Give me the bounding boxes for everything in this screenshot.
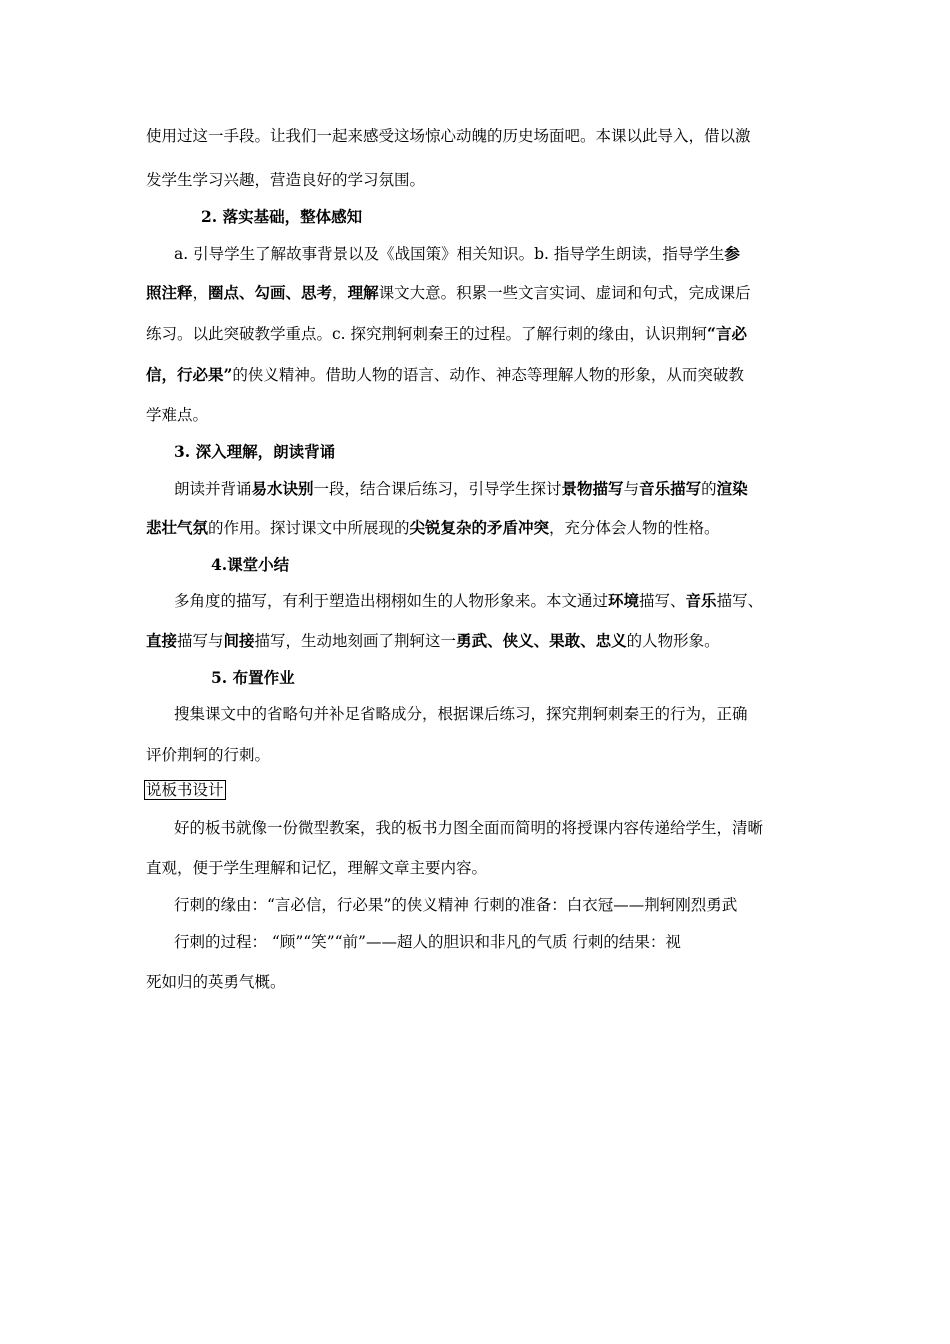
section-4-heading: 4.课堂小结 [211, 555, 290, 574]
section-3-heading: 3. 深入理解，朗读背诵 [174, 442, 336, 461]
section-3-line-2: 悲壮气氛的作用。探讨课文中所展现的尖锐复杂的矛盾冲突，充分体会人物的性格。 [146, 518, 720, 537]
board-design-title: 说板书设计 [146, 781, 224, 799]
board-line-2: 直观，便于学生理解和记忆，理解文章主要内容。 [146, 859, 488, 877]
intro-line-1: 使用过这一手段。让我们一起来感受这场惊心动魄的历史场面吧。本课以此导入，借以激 [146, 127, 751, 145]
intro-line-2: 发学生学习兴趣，营造良好的学习氛围。 [146, 171, 426, 189]
section-2-line-3: 练习。以此突破教学重点。c. 探究荆轲刺秦王的过程。了解行刺的缘由，认识荆轲“言必 [146, 324, 747, 343]
board-line-3: 行刺的缘由：“言必信，行必果”的侠义精神 行刺的准备：白衣冠——荆轲刚烈勇武 [174, 896, 738, 914]
section-2-line-1: a. 引导学生了解故事背景以及《战国策》相关知识。b. 指导学生朗读，指导学生参 [174, 244, 740, 263]
board-line-1: 好的板书就像一份微型教案，我的板书力图全面而简明的将授课内容传递给学生，清晰 [174, 819, 764, 837]
section-5-line-2: 评价荆轲的行刺。 [146, 746, 271, 764]
section-4-line-2: 直接描写与间接描写，生动地刻画了荆轲这一勇武、侠义、果敢、忠义的人物形象。 [146, 631, 720, 650]
section-2-heading: 2. 落实基础，整体感知 [201, 207, 363, 226]
section-5-heading: 5. 布置作业 [211, 668, 295, 687]
section-2-line-4: 信，行必果”的侠义精神。借助人物的语言、动作、神态等理解人物的形象，从而突破教 [146, 365, 744, 384]
section-2-line-2: 照注释，圈点、勾画、思考，理解课文大意。积累一些文言实词、虚词和句式，完成课后 [146, 283, 751, 302]
section-2-line-5: 学难点。 [146, 406, 209, 424]
section-5-line-1: 搜集课文中的省略句并补足省略成分，根据课后练习，探究荆轲刺秦王的行为，正确 [174, 705, 748, 723]
section-4-line-1: 多角度的描写，有利于塑造出栩栩如生的人物形象来。本文通过环境描写、音乐描写、 [174, 591, 764, 610]
board-design-title-row [0, 780, 950, 800]
board-line-4: 行刺的过程： “顾”“笑”“前”——超人的胆识和非凡的气质 行刺的结果：视 [174, 933, 681, 951]
section-3-line-1: 朗读并背诵易水诀别一段，结合课后练习，引导学生探讨景物描写与音乐描写的渲染 [174, 479, 748, 498]
board-line-5: 死如归的英勇气概。 [146, 973, 286, 991]
